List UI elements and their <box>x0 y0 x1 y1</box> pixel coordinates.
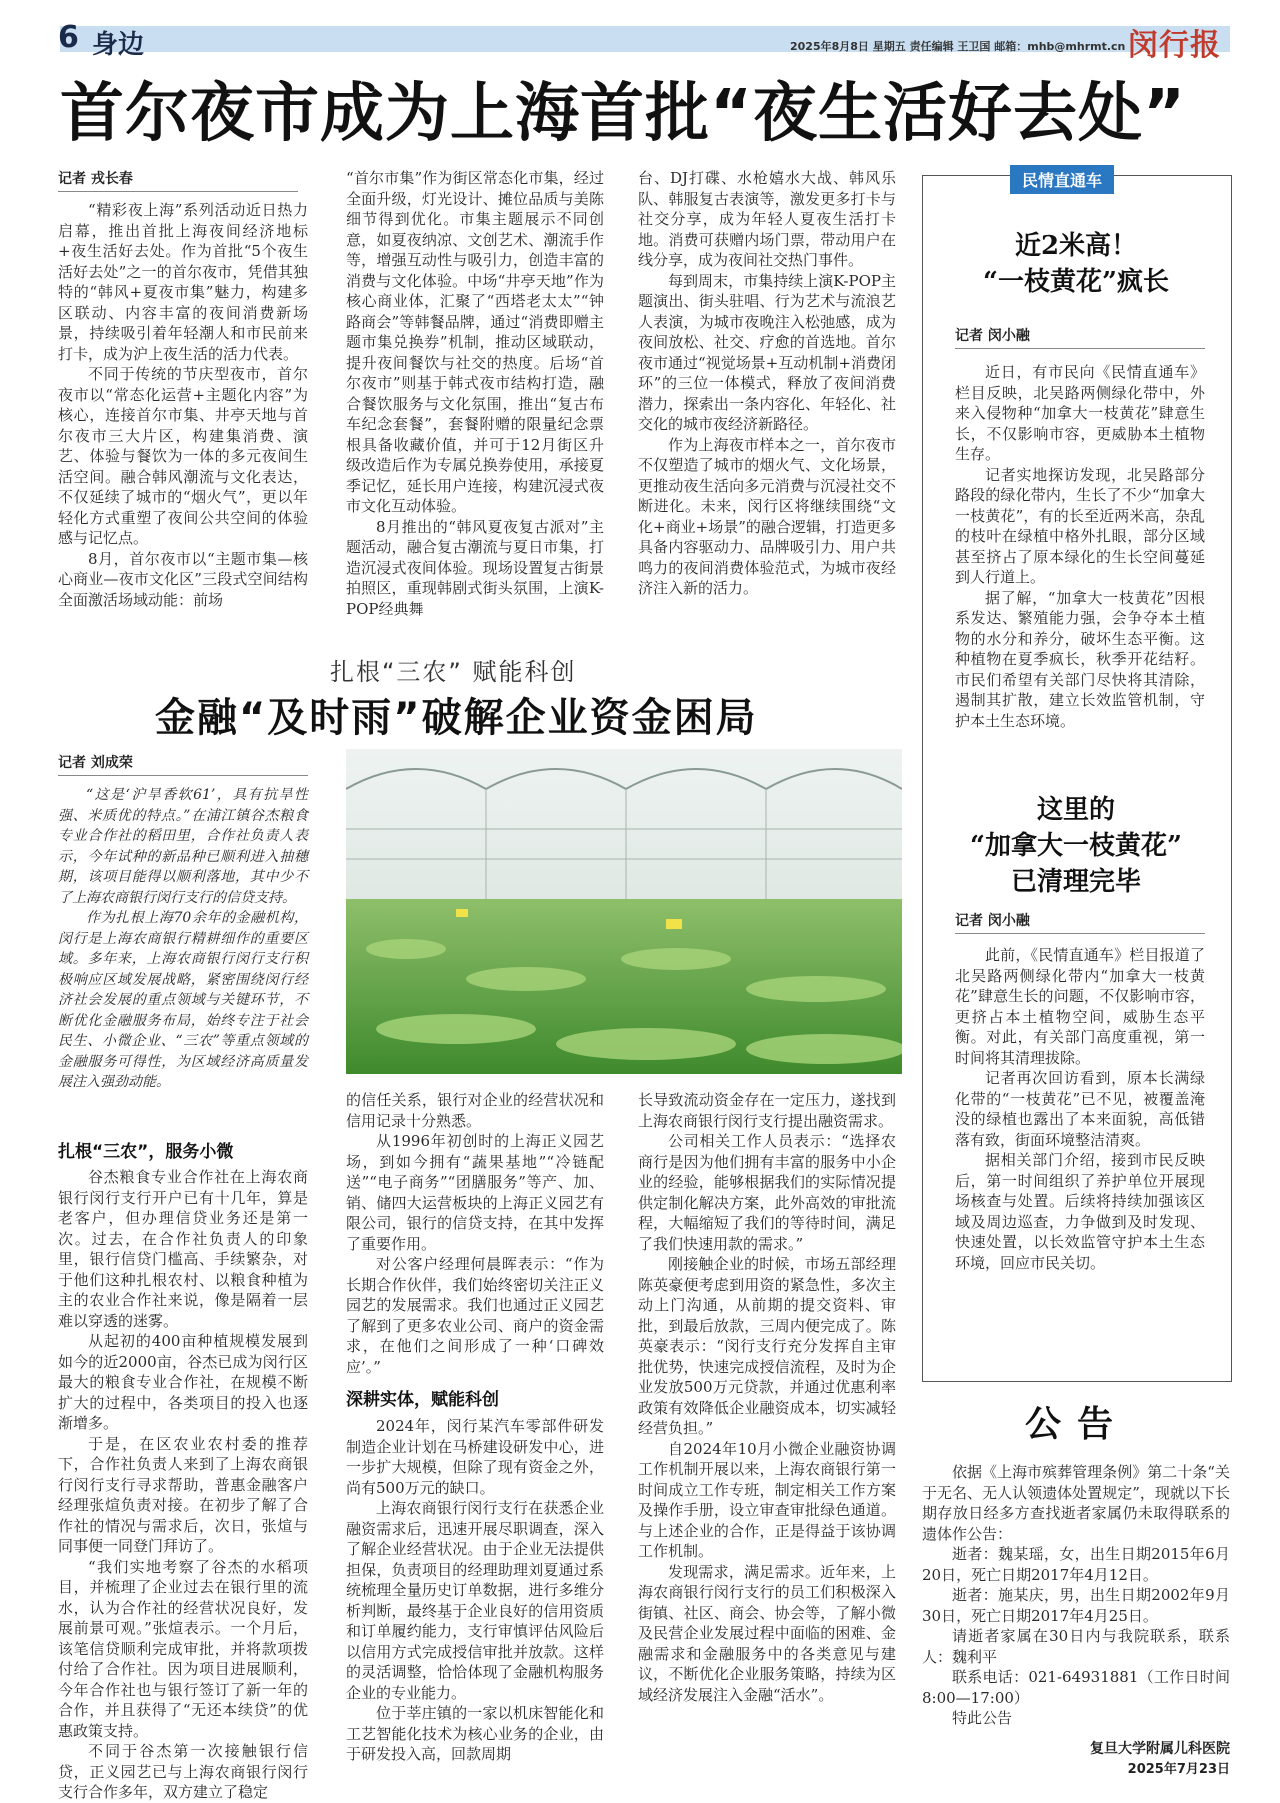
paragraph: 不同于传统的节庆型夜市，首尔夜市以“常态化运营+主题化内容”为核心，连接首尔市集、井亭天地与首尔夜市三大片区，构建集消费、演艺、体验与餐饮为一体的多元夜间生活空间。融合韩风潮流与文化表达，不仅延续了城市的“烟火气”，更以年轻化方式重塑了夜间公共空间的体验感与记忆点。 <box>58 365 308 547</box>
article2-subhead2: 深耕实体，赋能科创 <box>346 1390 499 1410</box>
article2-headline: 金融“及时雨”破解企业资金困局 <box>155 695 758 741</box>
page-number: 6 <box>58 20 79 55</box>
greenhouse-photo <box>346 749 902 1074</box>
paragraph: 谷杰粮食专业合作社在上海农商银行闵行支行开户已有十几年，算是老客户，但办理信贷业务还是第一次。过去，在合作社负责人的印象里，银行信贷门槛高、手续繁杂，对于他们这种扎根农村、以粮食种植为主的农业合作社来说，像是隔着一层难以穿透的迷雾。 <box>58 1168 308 1330</box>
paragraph: 对公客户经理何晨晖表示：“作为长期合作伙伴，我们始终密切关注正义园艺的发展需求。我们也通过正义园艺了解到了更多农业公司、商户的资金需求，在他们之间形成了一种‘口碑效应’。” <box>346 1255 604 1376</box>
article1-byline: 记者 戎长春 <box>58 168 298 192</box>
main-headline: 首尔夜市成为上海首批“夜生活好去处” <box>60 77 1187 151</box>
paragraph: “首尔市集”作为街区常态化市集，经过全面升级，灯光设计、摊位品质与美陈细节得到优化。市集主题展示不同创意，如夏夜纳凉、文创艺术、潮流手作等，增强互动性与吸引力，创造丰富的消费与文化体验。中场“井亭天地”作为核心商业体，汇聚了“西塔老太太”“钟路商会”等韩餐品牌，通过“消费即赠主题市集兑换券”机制，推动区域联动，提升夜间餐饮与社交的热度。后场“首尔夜市”则基于韩式夜市结构打造，融合餐饮服务与文化氛围，推出“复古布车纪念套餐”，套餐附赠的限量纪念票根具备收藏价值，并可于12月街区升级改造后作为专属兑换券使用，承接夏季记忆，延长用户连接，构建沉浸式夜市文化互动体验。 <box>346 169 604 515</box>
notice-signature-block <box>1090 1740 1230 1759</box>
article2-col2 <box>346 1090 604 1765</box>
paragraph: 8月推出的“韩风夏夜复古派对”主题活动，融合复古潮流与夏日市集，打造沉浸式夜间体验。现场设置复古街景拍照区，重现韩剧式街头氛围，上演K-POP经典舞 <box>346 517 604 618</box>
paragraph: 作为扎根上海70余年的金融机构，闵行是上海农商银行精耕细作的重要区域。多年来，上海农商银行闵行支行积极响应区域发展战略，紧密围绕闵行经济社会发展的重点领域与关键环节，不断优化金融服务布局，始终专注于社会民生、小微企业、“三农”等重点领域的金融服务可得性，为区域经济高质量发展注入强劲动能。 <box>58 910 308 1090</box>
paragraph: 据了解，“加拿大一枝黄花”因根系发达、繁殖能力强，会争夺本土植物的水分和养分，破坏生态平衡。这种植物在夏季疯长，秋季开花结籽。市民们希望有关部门尽快将其清除，遏制其扩散，建立长效监管机制，守护本土生态环境。 <box>955 588 1205 730</box>
article2-subhead1: 扎根“三农”，服务小微 <box>58 1142 234 1162</box>
sidebar-story2-title <box>935 792 1217 900</box>
paragraph: 此前，《民情直通车》栏目报道了北吴路两侧绿化带内“加拿大一枝黄花”肆意生长的问题，不仅影响市容，更挤占本土植物空间，威胁生态平衡。对此，有关部门高度重视，第一时间将其清理拔除。 <box>955 946 1205 1067</box>
notice-date: 2025年7月23日 <box>1127 1762 1230 1777</box>
sidebar-tag: 民情直通车 <box>1010 165 1114 194</box>
paragraph: 自2024年10月小微企业融资协调工作机制开展以来，上海农商银行第一时间成立工作专班，制定相关工作方案及操作手册，设立审查审批绿色通道。与上述企业的合作，正是得益于该协调工作机制。 <box>638 1439 896 1560</box>
paragraph: 不同于谷杰第一次接触银行信贷，正义园艺已与上海农商银行闵行支行合作多年，双方建立了稳定 <box>58 1742 308 1801</box>
paragraph: 从起初的400亩种植规模发展到如今的近2000亩，谷杰已成为闵行区最大的粮食专业合作社，在规模不断扩大的过程中，各类项目的投入也逐渐增多。 <box>58 1332 308 1432</box>
paragraph: 联系电话：021-64931881（工作日时间8:00—17:00） <box>922 1668 1230 1707</box>
title-line: 这里的 <box>1036 795 1115 825</box>
sidebar-story1-byline: 记者 闵小融 <box>955 325 1205 349</box>
paragraph: “我们实地考察了谷杰的水稻项目，并梳理了企业过去在银行里的流水，认为合作社的经营状况良好，发展前景可观。”张煊表示。一个月后，该笔信贷顺利完成审批，并将款项拨付给了合作社。因为项目进展顺利，今年合作社也与银行签订了新一年的合作，并且获得了“无还本续贷”的优惠政策支持。 <box>58 1557 308 1740</box>
article1-col3 <box>638 168 896 599</box>
article2-byline: 记者 刘成荣 <box>58 752 308 776</box>
article1-col1 <box>58 200 308 610</box>
article2-col1 <box>58 1167 308 1803</box>
paragraph: 刚接触企业的时候，市场五部经理陈英豪便考虑到用资的紧急性，多次主动上门沟通，从前期的提交资料、审批，到最后放款，三周内便完成了。陈英豪表示：“闵行支行充分发挥自主审批优势，快速完成授信流程，及时为企业发放500万元贷款，并通过优惠利率政策有效降低企业融资成本，切实减轻经营负担。” <box>638 1255 896 1437</box>
dateline: 2025年8月8日 星期五 责任编辑 王卫国 邮箱：mhb@mhrmt.cn <box>790 40 1126 53</box>
paragraph: 发现需求，满足需求。近年来，上海农商银行闵行支行的员工们积极深入街镇、社区、商会、协会等，了解小微及民营企业发展过程中面临的困难、金融需求和金融服务中的各类意见与建议，不断优化企业服务策略，持续为区域经济发展注入金融“活水”。 <box>638 1562 896 1704</box>
paragraph: 近日，有市民向《民情直通车》栏目反映，北吴路两侧绿化带中，外来入侵物种“加拿大一枝黄花”肆意生长，不仅影响市容，更威胁本土植物生存。 <box>955 363 1205 463</box>
sidebar-story1-body <box>955 362 1205 731</box>
sidebar-story2-byline: 记者 闵小融 <box>955 910 1205 934</box>
paragraph: 从1996年初创时的上海正义园艺场，到如今拥有“蔬果基地”“冷链配送”“电子商务”“团膳服务”等产、加、销、储四大运营板块的上海正义园艺有限公司，银行的信贷支持，在其中发挥了重要作用。 <box>346 1132 604 1253</box>
notice-body <box>922 1462 1230 1729</box>
sidebar-story2-body <box>955 945 1205 1273</box>
paragraph: 长导致流动资金存在一定压力，遂找到上海农商银行闵行支行提出融资需求。 <box>638 1091 896 1130</box>
paragraph: 公司相关工作人员表示：“选择农商行是因为他们拥有丰富的服务中小企业的经验，能够根据我们的实际情况提供定制化解决方案，此外高效的审批流程，大幅缩短了我们的等待时间，满足了我们快速用款的需求。” <box>638 1132 896 1253</box>
paragraph: 特此公告 <box>952 1709 1013 1727</box>
paragraph: 逝者：施某庆，男，出生日期2002年9月30日，死亡日期2017年4月25日。 <box>922 1586 1230 1625</box>
paragraph: “这是‘沪旱香软61’，具有抗旱性强、米质优的特点。”在浦江镇谷杰粮食专业合作社的稻田里，合作社负责人表示，今年试种的新品种已顺利进入抽穗期，该项目能得以顺利落地，其中少不了上海农商银行闵行支行的信贷支持。 <box>58 787 308 906</box>
sidebar-story1-title <box>935 228 1217 300</box>
newspaper-logo: 闵行报 <box>1128 28 1221 63</box>
paragraph: 8月，首尔夜市以“主题市集—核心商业—夜市文化区”三段式空间结构全面激活场域动能：前场 <box>58 549 308 609</box>
paragraph: 据相关部门介绍，接到市民反映后，第一时间组织了养护单位开展现场核查与处置。后续将持续加强该区域及周边巡查，力争做到及时发现、快速处置，以长效监管守护本土生态环境，回应市民关切。 <box>955 1151 1205 1272</box>
paragraph: 请逝者家属在30日内与我院联系，联系人：魏利平 <box>922 1627 1230 1666</box>
paragraph: 位于莘庄镇的一家以机床智能化和工艺智能化技术为核心业务的企业，由于研发投入高，回款周期 <box>346 1704 604 1763</box>
article2-kicker: 扎根“三农” 赋能科创 <box>330 658 577 686</box>
paragraph: 2024年，闵行某汽车零部件研发制造企业计划在马桥建设研发中心，进一步扩大规模，但除了现有资金之外，尚有500万元的缺口。 <box>346 1417 604 1497</box>
title-line: “加拿大一枝黄花” <box>970 831 1182 861</box>
paragraph: 每到周末，市集持续上演K-POP主题演出、街头驻唱、行为艺术与流浪艺人表演，为城市夜晚注入松弛感，成为夜间放松、社交、疗愈的首选地。首尔夜市通过“视觉场景+互动机制+消费闭环”的三位一体模式，释放了夜间消费潜力，探索出一条内容化、年轻化、社交化的城市夜经济新路径。 <box>638 271 896 433</box>
paragraph: 作为上海夜市样本之一，首尔夜市不仅塑造了城市的烟火气、文化场景，更推动夜生活向多元消费与沉浸社交不断进化。未来，闵行区将继续围绕“文化+商业+场景”的融合逻辑，打造更多具备内容驱动力、品牌吸引力、用户共鸣力的夜间消费体验范式，为城市夜经济注入新的活力。 <box>638 435 896 597</box>
article2-lead <box>58 785 308 1093</box>
title-line: “一枝黄花”疯长 <box>983 267 1169 297</box>
paragraph: 逝者：魏某瑶，女，出生日期2015年6月20日，死亡日期2017年4月12日。 <box>922 1545 1230 1584</box>
section-name: 身边 <box>92 30 145 60</box>
paragraph: 于是，在区农业农村委的推荐下，合作社负责人来到了上海农商银行闵行支行寻求帮助，普惠金融客户经理张煊负责对接。在初步了解了合作社的情况与需求后，次日，张煊与同事便一同登门拜访了。 <box>58 1434 308 1555</box>
paragraph: 记者实地探访发现，北吴路部分路段的绿化带内，生长了不少“加拿大一枝黄花”，有的长至近两米高，杂乱的枝叶在绿植中格外扎眼，部分区域甚至挤占了原本绿化的生长空间蔓延到人行道上。 <box>955 465 1205 586</box>
paragraph: 台、DJ打碟、水枪嬉水大战、韩风乐队、韩服复古表演等，激发更多打卡与社交分享，成为年轻人夏夜生活打卡地。消费可获赠内场门票，带动用户在线分享，成为夜间社交热门事件。 <box>638 169 896 269</box>
article1-col2 <box>346 168 604 619</box>
article2-col3 <box>638 1090 896 1705</box>
paragraph: 依据《上海市殡葬管理条例》第二十条“关于无名、无人认领遗体处置规定”，现就以下长期存放日经多方查找逝者家属仍未取得联系的遗体作公告： <box>922 1463 1230 1543</box>
paragraph: “精彩夜上海”系列活动近日热力启幕，推出首批上海夜间经济地标+夜生活好去处。作为首批“5个夜生活好去处”之一的首尔夜市，凭借其独特的“韩风+夏夜市集”魅力，构建多区联动、内容丰富的夜间消费新场景，持续吸引着年轻潮人和市民前来打卡，成为沪上夜生活的活力代表。 <box>58 201 308 363</box>
paragraph: 上海农商银行闵行支行在获悉企业融资需求后，迅速开展尽职调查，深入了解企业经营状况。由于企业无法提供担保，负责项目的经理助理刘夏通过系统梳理全量历史订单数据，进行多维分析判断，最终基于企业良好的信用资质和订单履约能力，支行审慎评估风险后以信用方式完成授信审批并放款。这样的灵活调整，恰恰体现了金融机构服务企业的专业能力。 <box>346 1499 604 1702</box>
title-line: 近2米高！ <box>1014 231 1138 261</box>
title-line: 已清理完毕 <box>1010 867 1141 897</box>
notice-title: 公告 <box>1025 1403 1130 1445</box>
paragraph: 记者再次回访看到，原本长满绿化带的“一枝黄花”已不见，被覆盖淹没的绿植也露出了本来面貌，高低错落有致，街面环境整洁清爽。 <box>955 1069 1205 1149</box>
paragraph: 的信任关系，银行对企业的经营状况和信用记录十分熟悉。 <box>346 1091 604 1130</box>
notice-signature: 复旦大学附属儿科医院 <box>1090 1741 1230 1757</box>
